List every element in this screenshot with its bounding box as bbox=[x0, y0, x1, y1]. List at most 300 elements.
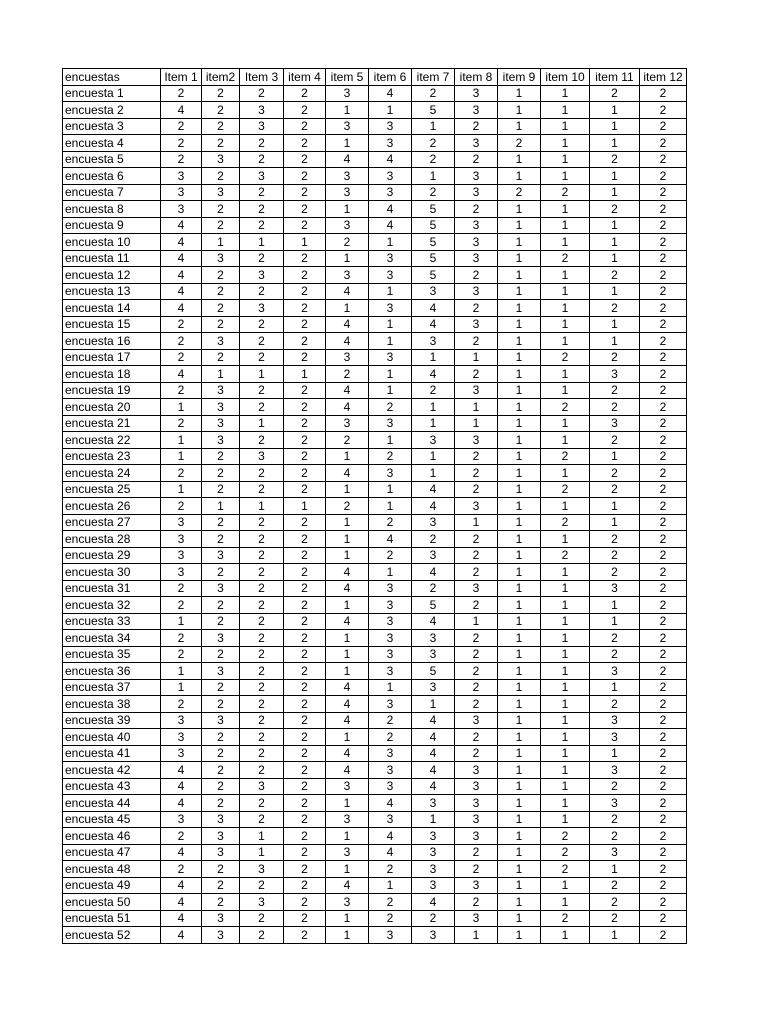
table-cell: 5 bbox=[412, 217, 455, 234]
table-cell: 1 bbox=[498, 333, 541, 350]
table-cell: 2 bbox=[640, 432, 687, 449]
table-cell: 4 bbox=[161, 927, 202, 944]
table-cell: 2 bbox=[455, 745, 498, 762]
table-cell: 1 bbox=[240, 366, 284, 383]
table-cell: 3 bbox=[412, 877, 455, 894]
header-cell-item-5: item 5 bbox=[326, 69, 369, 86]
table-cell: 1 bbox=[498, 712, 541, 729]
table-cell: 3 bbox=[412, 333, 455, 350]
table-cell: 3 bbox=[240, 102, 284, 119]
table-cell: 3 bbox=[455, 234, 498, 251]
table-cell: 2 bbox=[240, 696, 284, 713]
table-cell: 1 bbox=[326, 630, 369, 647]
table-cell: 2 bbox=[640, 415, 687, 432]
table-cell: 2 bbox=[284, 811, 326, 828]
row-label: encuesta 36 bbox=[63, 663, 161, 680]
table-cell: 2 bbox=[284, 844, 326, 861]
table-cell: 4 bbox=[161, 762, 202, 779]
table-cell: 2 bbox=[541, 349, 590, 366]
table-cell: 2 bbox=[202, 102, 240, 119]
table-cell: 3 bbox=[326, 168, 369, 185]
row-label: encuesta 13 bbox=[63, 283, 161, 300]
table-cell: 2 bbox=[202, 514, 240, 531]
row-label: encuesta 10 bbox=[63, 234, 161, 251]
table-cell: 1 bbox=[369, 283, 412, 300]
table-cell: 3 bbox=[202, 415, 240, 432]
table-cell: 1 bbox=[240, 234, 284, 251]
row-label: encuesta 1 bbox=[63, 85, 161, 102]
table-cell: 1 bbox=[541, 630, 590, 647]
table-cell: 3 bbox=[161, 514, 202, 531]
table-cell: 5 bbox=[412, 663, 455, 680]
table-cell: 2 bbox=[640, 811, 687, 828]
table-cell: 2 bbox=[284, 118, 326, 135]
table-cell: 2 bbox=[161, 580, 202, 597]
table-cell: 2 bbox=[284, 597, 326, 614]
table-cell: 2 bbox=[202, 745, 240, 762]
table-row bbox=[63, 135, 687, 152]
table-cell: 3 bbox=[326, 85, 369, 102]
table-cell: 2 bbox=[284, 382, 326, 399]
table-cell: 1 bbox=[326, 547, 369, 564]
table-cell: 2 bbox=[640, 861, 687, 878]
table-cell: 3 bbox=[455, 811, 498, 828]
table-cell: 2 bbox=[412, 135, 455, 152]
table-cell: 2 bbox=[640, 366, 687, 383]
table-cell: 2 bbox=[161, 85, 202, 102]
table-cell: 3 bbox=[412, 927, 455, 944]
header-cell-item-1: Item 1 bbox=[161, 69, 202, 86]
table-cell: 2 bbox=[284, 762, 326, 779]
table-cell: 3 bbox=[590, 663, 640, 680]
table-cell: 2 bbox=[202, 283, 240, 300]
table-cell: 2 bbox=[640, 151, 687, 168]
header-cell-item-12: item 12 bbox=[640, 69, 687, 86]
table-cell: 2 bbox=[284, 481, 326, 498]
table-row bbox=[63, 597, 687, 614]
table-cell: 2 bbox=[161, 415, 202, 432]
table-row bbox=[63, 663, 687, 680]
table-cell: 1 bbox=[541, 729, 590, 746]
table-cell: 1 bbox=[541, 580, 590, 597]
header-cell-item-11: item 11 bbox=[590, 69, 640, 86]
table-cell: 2 bbox=[284, 300, 326, 317]
table-cell: 2 bbox=[640, 844, 687, 861]
table-cell: 4 bbox=[161, 366, 202, 383]
table-cell: 2 bbox=[326, 366, 369, 383]
table-cell: 4 bbox=[161, 778, 202, 795]
table-cell: 3 bbox=[590, 844, 640, 861]
table-cell: 3 bbox=[412, 828, 455, 845]
table-cell: 3 bbox=[455, 135, 498, 152]
table-cell: 1 bbox=[498, 168, 541, 185]
table-cell: 4 bbox=[326, 745, 369, 762]
table-cell: 3 bbox=[455, 712, 498, 729]
row-label: encuesta 47 bbox=[63, 844, 161, 861]
table-cell: 4 bbox=[161, 234, 202, 251]
table-cell: 1 bbox=[326, 481, 369, 498]
table-cell: 1 bbox=[455, 927, 498, 944]
table-cell: 2 bbox=[412, 910, 455, 927]
table-cell: 2 bbox=[640, 168, 687, 185]
table-cell: 4 bbox=[326, 679, 369, 696]
table-cell: 1 bbox=[541, 564, 590, 581]
table-cell: 1 bbox=[498, 432, 541, 449]
table-cell: 3 bbox=[412, 861, 455, 878]
table-cell: 1 bbox=[326, 927, 369, 944]
table-cell: 2 bbox=[240, 547, 284, 564]
table-row bbox=[63, 910, 687, 927]
table-cell: 3 bbox=[240, 300, 284, 317]
table-cell: 1 bbox=[498, 250, 541, 267]
table-cell: 2 bbox=[284, 168, 326, 185]
table-cell: 2 bbox=[590, 267, 640, 284]
table-cell: 2 bbox=[640, 877, 687, 894]
table-cell: 1 bbox=[590, 283, 640, 300]
table-cell: 3 bbox=[455, 580, 498, 597]
table-cell: 2 bbox=[202, 481, 240, 498]
table-cell: 3 bbox=[202, 250, 240, 267]
table-cell: 3 bbox=[326, 349, 369, 366]
table-cell: 2 bbox=[541, 861, 590, 878]
table-cell: 1 bbox=[412, 465, 455, 482]
table-cell: 2 bbox=[590, 646, 640, 663]
table-cell: 3 bbox=[202, 333, 240, 350]
table-row bbox=[63, 366, 687, 383]
table-cell: 2 bbox=[640, 316, 687, 333]
table-cell: 3 bbox=[240, 267, 284, 284]
table-cell: 2 bbox=[240, 184, 284, 201]
table-cell: 3 bbox=[161, 712, 202, 729]
row-label: encuesta 38 bbox=[63, 696, 161, 713]
table-cell: 1 bbox=[326, 663, 369, 680]
table-cell: 1 bbox=[498, 795, 541, 812]
table-cell: 1 bbox=[498, 646, 541, 663]
table-cell: 2 bbox=[202, 531, 240, 548]
table-cell: 2 bbox=[369, 399, 412, 416]
table-cell: 2 bbox=[455, 547, 498, 564]
table-cell: 1 bbox=[541, 745, 590, 762]
row-label: encuesta 48 bbox=[63, 861, 161, 878]
table-cell: 1 bbox=[202, 498, 240, 515]
row-label: encuesta 23 bbox=[63, 448, 161, 465]
table-cell: 3 bbox=[369, 762, 412, 779]
table-cell: 4 bbox=[326, 762, 369, 779]
table-cell: 3 bbox=[202, 399, 240, 416]
table-cell: 3 bbox=[455, 828, 498, 845]
table-cell: 1 bbox=[498, 382, 541, 399]
table-cell: 3 bbox=[455, 283, 498, 300]
table-cell: 3 bbox=[455, 762, 498, 779]
table-cell: 1 bbox=[590, 234, 640, 251]
table-cell: 2 bbox=[240, 811, 284, 828]
table-cell: 2 bbox=[640, 646, 687, 663]
table-cell: 2 bbox=[284, 564, 326, 581]
table-cell: 3 bbox=[455, 316, 498, 333]
table-cell: 3 bbox=[202, 844, 240, 861]
table-cell: 1 bbox=[498, 415, 541, 432]
table-cell: 1 bbox=[498, 316, 541, 333]
table-cell: 1 bbox=[326, 102, 369, 119]
table-cell: 3 bbox=[369, 613, 412, 630]
table-cell: 1 bbox=[369, 564, 412, 581]
table-cell: 2 bbox=[369, 861, 412, 878]
table-cell: 4 bbox=[161, 300, 202, 317]
table-cell: 2 bbox=[455, 844, 498, 861]
row-label: encuesta 35 bbox=[63, 646, 161, 663]
table-cell: 2 bbox=[541, 910, 590, 927]
table-cell: 3 bbox=[412, 432, 455, 449]
table-cell: 2 bbox=[202, 316, 240, 333]
table-cell: 1 bbox=[498, 481, 541, 498]
table-cell: 2 bbox=[455, 333, 498, 350]
table-cell: 2 bbox=[284, 712, 326, 729]
table-cell: 3 bbox=[455, 184, 498, 201]
table-cell: 2 bbox=[590, 778, 640, 795]
header-cell-item-7: item 7 bbox=[412, 69, 455, 86]
table-row bbox=[63, 201, 687, 218]
table-cell: 2 bbox=[640, 283, 687, 300]
table-cell: 3 bbox=[369, 927, 412, 944]
table-cell: 3 bbox=[240, 448, 284, 465]
table-cell: 2 bbox=[202, 85, 240, 102]
table-cell: 2 bbox=[240, 712, 284, 729]
table-row bbox=[63, 795, 687, 812]
table-cell: 3 bbox=[202, 712, 240, 729]
table-cell: 1 bbox=[590, 861, 640, 878]
table-cell: 3 bbox=[455, 778, 498, 795]
table-row bbox=[63, 267, 687, 284]
table-cell: 2 bbox=[240, 382, 284, 399]
row-label: encuesta 30 bbox=[63, 564, 161, 581]
table-row bbox=[63, 349, 687, 366]
table-cell: 2 bbox=[455, 448, 498, 465]
table-cell: 2 bbox=[541, 828, 590, 845]
table-cell: 4 bbox=[412, 481, 455, 498]
table-cell: 2 bbox=[640, 580, 687, 597]
table-cell: 1 bbox=[541, 811, 590, 828]
table-cell: 4 bbox=[369, 795, 412, 812]
table-cell: 2 bbox=[455, 646, 498, 663]
table-cell: 2 bbox=[284, 283, 326, 300]
table-cell: 2 bbox=[202, 696, 240, 713]
table-row bbox=[63, 894, 687, 911]
table-cell: 3 bbox=[369, 465, 412, 482]
table-cell: 1 bbox=[326, 646, 369, 663]
table-row bbox=[63, 877, 687, 894]
table-cell: 1 bbox=[326, 828, 369, 845]
table-cell: 1 bbox=[541, 762, 590, 779]
row-label: encuesta 41 bbox=[63, 745, 161, 762]
table-cell: 2 bbox=[455, 729, 498, 746]
table-cell: 1 bbox=[541, 498, 590, 515]
table-cell: 1 bbox=[326, 729, 369, 746]
table-cell: 4 bbox=[412, 300, 455, 317]
row-label: encuesta 45 bbox=[63, 811, 161, 828]
table-cell: 2 bbox=[640, 663, 687, 680]
table-cell: 1 bbox=[369, 366, 412, 383]
table-cell: 2 bbox=[640, 184, 687, 201]
table-cell: 2 bbox=[161, 333, 202, 350]
table-cell: 1 bbox=[369, 316, 412, 333]
table-cell: 2 bbox=[590, 151, 640, 168]
table-cell: 3 bbox=[412, 547, 455, 564]
table-cell: 2 bbox=[284, 399, 326, 416]
table-cell: 2 bbox=[640, 102, 687, 119]
table-cell: 2 bbox=[240, 877, 284, 894]
table-cell: 2 bbox=[590, 811, 640, 828]
table-cell: 2 bbox=[590, 399, 640, 416]
table-cell: 1 bbox=[412, 811, 455, 828]
table-cell: 1 bbox=[498, 498, 541, 515]
table-row bbox=[63, 85, 687, 102]
table-cell: 1 bbox=[498, 564, 541, 581]
table-cell: 1 bbox=[326, 861, 369, 878]
table-cell: 1 bbox=[541, 201, 590, 218]
table-cell: 2 bbox=[240, 646, 284, 663]
table-cell: 4 bbox=[326, 283, 369, 300]
table-cell: 2 bbox=[640, 118, 687, 135]
table-cell: 1 bbox=[498, 448, 541, 465]
table-cell: 1 bbox=[202, 366, 240, 383]
table-cell: 1 bbox=[161, 399, 202, 416]
row-label: encuesta 39 bbox=[63, 712, 161, 729]
table-cell: 3 bbox=[369, 168, 412, 185]
table-cell: 3 bbox=[455, 217, 498, 234]
row-label: encuesta 42 bbox=[63, 762, 161, 779]
table-cell: 2 bbox=[640, 300, 687, 317]
table-cell: 2 bbox=[202, 217, 240, 234]
table-cell: 2 bbox=[240, 630, 284, 647]
table-cell: 2 bbox=[541, 399, 590, 416]
table-cell: 2 bbox=[640, 135, 687, 152]
table-cell: 2 bbox=[455, 366, 498, 383]
table-row bbox=[63, 283, 687, 300]
table-cell: 2 bbox=[640, 762, 687, 779]
table-cell: 1 bbox=[498, 217, 541, 234]
table-cell: 1 bbox=[498, 151, 541, 168]
row-label: encuesta 3 bbox=[63, 118, 161, 135]
table-cell: 1 bbox=[161, 613, 202, 630]
table-cell: 2 bbox=[284, 267, 326, 284]
table-row bbox=[63, 168, 687, 185]
table-cell: 3 bbox=[455, 910, 498, 927]
row-label: encuesta 46 bbox=[63, 828, 161, 845]
table-cell: 4 bbox=[326, 696, 369, 713]
table-row bbox=[63, 844, 687, 861]
table-cell: 1 bbox=[326, 531, 369, 548]
table-cell: 2 bbox=[455, 564, 498, 581]
table-cell: 2 bbox=[640, 465, 687, 482]
table-cell: 2 bbox=[202, 349, 240, 366]
table-row bbox=[63, 861, 687, 878]
table-cell: 2 bbox=[590, 828, 640, 845]
table-cell: 2 bbox=[640, 85, 687, 102]
table-cell: 3 bbox=[202, 151, 240, 168]
table-cell: 2 bbox=[240, 250, 284, 267]
table-row bbox=[63, 432, 687, 449]
table-cell: 4 bbox=[412, 778, 455, 795]
table-cell: 1 bbox=[541, 267, 590, 284]
table-cell: 3 bbox=[369, 184, 412, 201]
table-cell: 1 bbox=[498, 613, 541, 630]
table-cell: 2 bbox=[161, 118, 202, 135]
table-cell: 2 bbox=[455, 894, 498, 911]
table-cell: 1 bbox=[541, 778, 590, 795]
header-cell-encuestas: encuestas bbox=[63, 69, 161, 86]
header-cell-item-3: Item 3 bbox=[240, 69, 284, 86]
table-cell: 2 bbox=[284, 316, 326, 333]
table-cell: 4 bbox=[369, 151, 412, 168]
table-cell: 2 bbox=[161, 828, 202, 845]
table-cell: 1 bbox=[498, 729, 541, 746]
table-cell: 3 bbox=[455, 85, 498, 102]
table-cell: 1 bbox=[541, 415, 590, 432]
table-cell: 2 bbox=[640, 333, 687, 350]
table-cell: 3 bbox=[326, 415, 369, 432]
table-cell: 2 bbox=[240, 564, 284, 581]
table-cell: 1 bbox=[161, 432, 202, 449]
table-cell: 1 bbox=[541, 234, 590, 251]
table-cell: 2 bbox=[284, 630, 326, 647]
table-cell: 3 bbox=[326, 778, 369, 795]
table-cell: 2 bbox=[640, 778, 687, 795]
table-cell: 3 bbox=[455, 795, 498, 812]
table-cell: 4 bbox=[161, 795, 202, 812]
table-cell: 2 bbox=[640, 795, 687, 812]
table-cell: 2 bbox=[590, 382, 640, 399]
table-cell: 1 bbox=[590, 102, 640, 119]
table-cell: 1 bbox=[455, 613, 498, 630]
table-row bbox=[63, 729, 687, 746]
table-cell: 4 bbox=[326, 333, 369, 350]
table-cell: 1 bbox=[541, 283, 590, 300]
table-cell: 2 bbox=[240, 613, 284, 630]
table-cell: 2 bbox=[284, 514, 326, 531]
table-cell: 2 bbox=[640, 712, 687, 729]
table-cell: 3 bbox=[202, 927, 240, 944]
table-cell: 3 bbox=[240, 168, 284, 185]
table-cell: 2 bbox=[240, 135, 284, 152]
table-row bbox=[63, 184, 687, 201]
table-cell: 4 bbox=[369, 531, 412, 548]
table-cell: 3 bbox=[202, 184, 240, 201]
table-cell: 3 bbox=[455, 250, 498, 267]
table-cell: 2 bbox=[240, 217, 284, 234]
table-cell: 5 bbox=[412, 102, 455, 119]
row-label: encuesta 9 bbox=[63, 217, 161, 234]
table-row bbox=[63, 630, 687, 647]
table-cell: 2 bbox=[240, 432, 284, 449]
table-row bbox=[63, 118, 687, 135]
table-cell: 2 bbox=[284, 580, 326, 597]
table-cell: 2 bbox=[640, 679, 687, 696]
row-label: encuesta 16 bbox=[63, 333, 161, 350]
table-cell: 1 bbox=[541, 168, 590, 185]
table-cell: 2 bbox=[640, 729, 687, 746]
table-cell: 2 bbox=[541, 184, 590, 201]
table-cell: 3 bbox=[161, 168, 202, 185]
row-label: encuesta 22 bbox=[63, 432, 161, 449]
table-cell: 3 bbox=[455, 168, 498, 185]
table-cell: 2 bbox=[455, 679, 498, 696]
table-cell: 4 bbox=[412, 762, 455, 779]
table-cell: 2 bbox=[455, 630, 498, 647]
table-cell: 2 bbox=[161, 861, 202, 878]
table-cell: 3 bbox=[202, 580, 240, 597]
table-cell: 1 bbox=[498, 910, 541, 927]
table-cell: 2 bbox=[202, 564, 240, 581]
